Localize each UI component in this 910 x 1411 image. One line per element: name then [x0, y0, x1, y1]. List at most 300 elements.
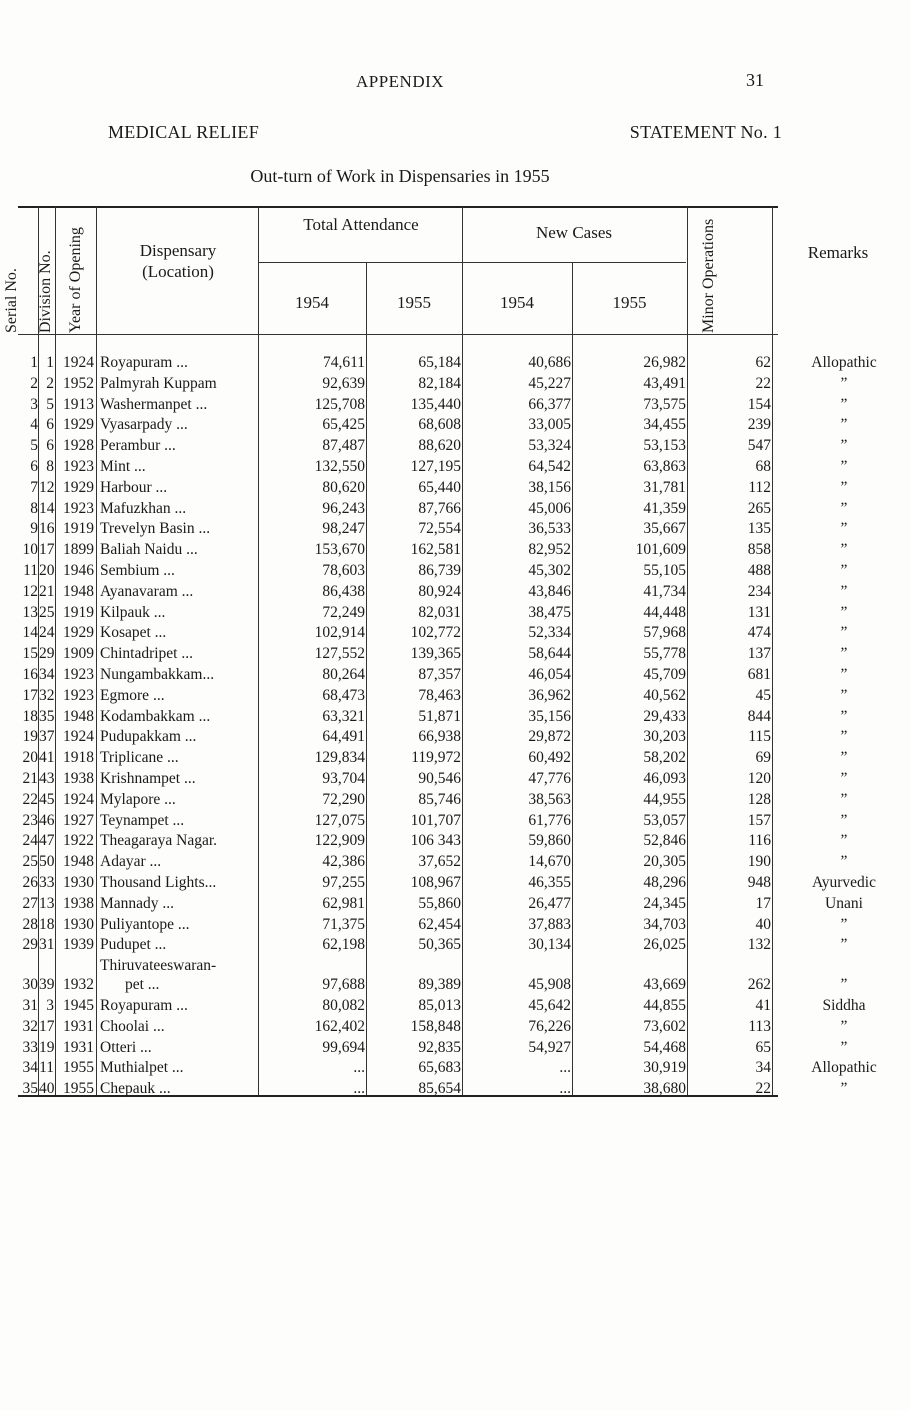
cell-division: 6 — [46, 437, 54, 455]
cell-n54: 30,134 — [528, 936, 571, 954]
cell-remarks: ” — [840, 976, 848, 994]
cell-minor: 115 — [748, 728, 771, 746]
cell-remarks: ” — [840, 437, 848, 455]
cell-t55: 102,772 — [410, 624, 461, 642]
cell-division: 1 — [46, 354, 54, 371]
cell-name: Teynampet ... — [100, 811, 185, 829]
cell-minor: 68 — [755, 458, 771, 475]
table-row — [0, 831, 848, 850]
cell-t55: 51,871 — [418, 707, 461, 725]
cell-name: Otteri ... — [100, 1038, 152, 1056]
cell-year: 1930 — [63, 874, 94, 891]
cell-t55: 87,766 — [418, 499, 461, 517]
cell-serial: 19 — [22, 728, 38, 746]
cell-n54: 37,883 — [528, 915, 571, 933]
cell-n55: 54,468 — [643, 1038, 686, 1056]
cell-t55: 85,654 — [418, 1080, 461, 1098]
cell-n55: 35,667 — [643, 520, 686, 538]
cell-name: Royapuram ... — [100, 354, 188, 371]
cell-name: Perambur ... — [100, 437, 176, 455]
cell-n54: 33,005 — [528, 416, 571, 434]
cell-t54: 68,473 — [322, 686, 365, 704]
cell-minor: 34 — [755, 1059, 771, 1077]
cell-n54: 38,156 — [528, 478, 571, 496]
cell-name: Vyasarpady ... — [100, 416, 188, 434]
cell-division: 12 — [39, 478, 55, 496]
cell-n54: 45,642 — [528, 997, 571, 1014]
cell-n54: 26,477 — [528, 894, 571, 912]
cell-n54: 45,908 — [528, 976, 571, 994]
cell-n55: 53,057 — [643, 811, 686, 829]
cell-t55: 89,389 — [418, 976, 461, 994]
cell-year: 1955 — [63, 1059, 94, 1077]
cell-remarks: Siddha — [822, 997, 866, 1014]
cell-remarks: ” — [840, 1038, 848, 1056]
cell-minor: 157 — [747, 811, 771, 829]
table-row — [0, 395, 848, 414]
cell-t54: 72,249 — [322, 603, 365, 621]
cell-year: 1931 — [63, 1017, 94, 1035]
col-total-1954-header: 1954 — [295, 293, 329, 312]
cell-n55: 29,433 — [643, 707, 686, 725]
cell-division: 39 — [39, 976, 55, 994]
cell-year: 1955 — [63, 1080, 94, 1098]
table-row — [0, 852, 848, 871]
cell-n54: 40,686 — [528, 354, 571, 371]
cell-remarks: ” — [840, 853, 848, 871]
table-row — [0, 769, 848, 788]
cell-t54: 65,425 — [322, 416, 365, 434]
cell-t54: 127,552 — [314, 645, 365, 663]
cell-division: 17 — [39, 1017, 55, 1035]
table-row — [0, 748, 848, 767]
cell-year: 1948 — [63, 707, 94, 725]
cell-division: 43 — [39, 770, 55, 787]
cell-remarks: ” — [840, 645, 848, 663]
cell-name-continued: pet ... — [125, 976, 160, 994]
table-row — [0, 811, 848, 830]
cell-n54: 45,227 — [528, 374, 571, 392]
appendix-heading: APPENDIX — [355, 72, 445, 91]
cell-serial: 13 — [22, 603, 38, 621]
cell-serial: 30 — [22, 976, 38, 994]
cell-t55: 50,365 — [418, 936, 461, 954]
cell-n55: 31,781 — [643, 478, 686, 496]
cell-n55: 73,602 — [643, 1017, 686, 1035]
cell-t55: 65,683 — [418, 1059, 461, 1077]
cell-n55: 44,855 — [643, 997, 686, 1014]
cell-t54: 80,620 — [322, 478, 365, 496]
cell-n54: ... — [559, 1080, 571, 1098]
col-new-1955-header: 1955 — [612, 293, 647, 312]
cell-t54: 80,082 — [322, 997, 365, 1014]
cell-remarks: ” — [840, 624, 848, 642]
table-row — [0, 519, 848, 538]
cell-division: 32 — [39, 686, 55, 704]
cell-t55: 66,938 — [418, 728, 461, 746]
cell-t55: 127,195 — [410, 458, 461, 475]
cell-serial: 11 — [23, 562, 38, 579]
cell-t54: 62,981 — [322, 894, 365, 912]
col-division-header: Division No. — [37, 250, 54, 333]
cell-serial: 29 — [22, 936, 38, 954]
col-serial-header: Serial No. — [3, 268, 20, 333]
cell-division: 45 — [39, 790, 55, 808]
cell-serial: 10 — [22, 541, 38, 559]
cell-year: 1927 — [63, 811, 94, 829]
cell-t54: 78,603 — [322, 562, 365, 579]
cell-t54: 71,375 — [322, 915, 365, 933]
col-minor-operations-header: Minor Operations — [700, 218, 717, 333]
table-row — [0, 623, 848, 642]
cell-n54: ... — [559, 1059, 571, 1077]
cell-division: 41 — [39, 749, 55, 767]
cell-serial: 28 — [22, 915, 38, 933]
cell-serial: 18 — [22, 707, 38, 725]
cell-name: Choolai ... — [100, 1017, 165, 1035]
col-remarks-header: Remarks — [807, 243, 869, 262]
cell-minor: 681 — [747, 666, 771, 683]
cell-t54: 153,670 — [314, 541, 365, 559]
cell-division: 8 — [46, 458, 54, 475]
cell-n54: 29,872 — [528, 728, 571, 746]
cell-remarks: ” — [840, 915, 848, 933]
cell-division: 35 — [39, 707, 55, 725]
cell-n54: 59,860 — [528, 832, 571, 850]
cell-n55: 55,778 — [643, 645, 686, 663]
cell-minor: 69 — [755, 749, 771, 767]
cell-remarks: ” — [840, 374, 848, 392]
cell-year: 1929 — [63, 624, 94, 642]
cell-division: 34 — [39, 666, 55, 683]
cell-name: Pudupet ... — [100, 936, 167, 954]
cell-name: Trevelyn Basin ... — [100, 520, 211, 538]
table-row — [0, 644, 848, 663]
col-new-cases-header: New Cases — [535, 223, 612, 242]
cell-t55: 139,365 — [410, 645, 461, 663]
cell-minor: 265 — [747, 499, 771, 517]
subheader-rule — [258, 262, 686, 263]
table-row — [0, 603, 848, 622]
cell-t55: 119,972 — [411, 749, 461, 767]
cell-t55: 135,440 — [410, 395, 461, 413]
cell-t55: 68,608 — [418, 416, 461, 434]
cell-minor: 474 — [747, 624, 771, 642]
cell-division: 6 — [46, 416, 54, 434]
cell-year: 1922 — [63, 832, 94, 850]
cell-n54: 35,156 — [528, 707, 571, 725]
cell-n55: 46,093 — [643, 770, 686, 787]
cell-t55: 88,620 — [418, 437, 461, 455]
cell-t54: 62,198 — [322, 936, 365, 954]
cell-division: 37 — [39, 728, 55, 746]
cell-n54: 38,563 — [528, 790, 571, 808]
col-total-attendance-header: Total Attendance — [303, 215, 419, 234]
cell-n54: 52,334 — [528, 624, 571, 642]
table-row — [0, 915, 848, 934]
cell-n54: 46,054 — [528, 666, 571, 683]
table-row — [0, 956, 848, 994]
cell-n54: 45,006 — [528, 499, 571, 517]
cell-serial: 1 — [30, 354, 38, 371]
cell-remarks: ” — [840, 749, 848, 767]
cell-division: 46 — [39, 811, 55, 829]
cell-t55: 86,739 — [418, 562, 461, 579]
cell-division: 17 — [39, 541, 55, 559]
cell-n54: 76,226 — [528, 1017, 571, 1035]
cell-n54: 36,962 — [528, 686, 571, 704]
cell-year: 1923 — [63, 666, 94, 683]
cell-remarks: ” — [840, 582, 848, 600]
cell-t54: 92,639 — [322, 374, 365, 392]
table-row — [0, 499, 848, 518]
table-row — [0, 996, 866, 1015]
cell-n55: 43,669 — [643, 976, 686, 994]
cell-n54: 43,846 — [528, 582, 571, 600]
cell-remarks: ” — [840, 562, 848, 579]
cell-t55: 92,835 — [418, 1038, 461, 1056]
table-row — [0, 1017, 848, 1036]
cell-year: 1938 — [63, 894, 94, 912]
cell-n54: 47,776 — [528, 770, 571, 787]
cell-remarks: ” — [840, 811, 848, 829]
cell-remarks: ” — [840, 666, 848, 683]
cell-remarks: Allopathic — [811, 1059, 877, 1077]
cell-name: Triplicane ... — [100, 749, 179, 767]
table-row — [0, 935, 848, 954]
cell-n54: 46,355 — [528, 874, 571, 891]
cell-serial: 35 — [22, 1080, 38, 1098]
cell-year: 1913 — [63, 395, 94, 413]
cell-serial: 23 — [22, 811, 38, 829]
cell-division: 18 — [39, 915, 55, 933]
cell-division: 40 — [39, 1080, 55, 1098]
cell-minor: 65 — [755, 1038, 771, 1056]
table-row — [0, 686, 848, 705]
cell-n55: 38,680 — [643, 1080, 686, 1098]
cell-serial: 32 — [22, 1017, 38, 1035]
cell-minor: 239 — [747, 416, 771, 434]
table-row — [0, 707, 848, 726]
cell-t55: 85,013 — [418, 997, 461, 1014]
cell-remarks: ” — [840, 686, 848, 704]
cell-t54: 102,914 — [314, 624, 365, 642]
cell-name: Baliah Naidu ... — [100, 541, 198, 559]
cell-serial: 12 — [22, 582, 38, 600]
cell-division: 13 — [39, 894, 55, 912]
cell-t54: 122,909 — [314, 832, 365, 850]
cell-minor: 62 — [755, 354, 771, 371]
cell-minor: 948 — [747, 874, 771, 891]
cell-year: 1923 — [63, 499, 94, 517]
cell-minor: 116 — [748, 832, 771, 850]
cell-remarks: ” — [840, 458, 848, 475]
cell-year: 1924 — [63, 728, 94, 746]
cell-division: 19 — [39, 1038, 55, 1056]
cell-serial: 33 — [22, 1038, 38, 1056]
cell-t54: ... — [353, 1059, 365, 1077]
cell-n55: 48,296 — [643, 874, 686, 891]
cell-t55: 78,463 — [418, 686, 461, 704]
table-row — [0, 457, 848, 476]
cell-t55: 82,184 — [418, 374, 461, 392]
cell-year: 1931 — [63, 1038, 94, 1056]
table-row — [0, 374, 848, 393]
cell-t55: 162,581 — [410, 541, 461, 559]
cell-division: 2 — [46, 374, 54, 392]
cell-remarks: ” — [840, 1080, 848, 1098]
cell-n55: 26,982 — [643, 354, 686, 371]
cell-name: Thousand Lights... — [100, 874, 217, 891]
table-row — [0, 582, 848, 601]
cell-minor: 137 — [747, 645, 771, 663]
cell-t55: 65,440 — [418, 478, 461, 496]
cell-t54: 129,834 — [314, 749, 365, 767]
col-year-header: Year of Opening — [67, 227, 84, 333]
cell-year: 1952 — [63, 374, 94, 392]
cell-minor: 154 — [747, 395, 771, 413]
cell-year: 1924 — [63, 354, 94, 371]
cell-minor: 131 — [747, 603, 771, 621]
table-row — [0, 415, 848, 434]
cell-n55: 63,863 — [643, 458, 686, 475]
table-row — [0, 727, 848, 746]
cell-year: 1930 — [63, 915, 94, 933]
cell-minor: 547 — [747, 437, 771, 455]
cell-t54: 162,402 — [314, 1017, 365, 1035]
table-row — [0, 436, 848, 455]
cell-n54: 38,475 — [528, 603, 571, 621]
cell-minor: 488 — [747, 562, 771, 579]
cell-t55: 82,031 — [418, 603, 461, 621]
cell-remarks: ” — [840, 603, 848, 621]
cell-t55: 87,357 — [418, 666, 461, 683]
cell-year: 1923 — [63, 458, 94, 475]
cell-serial: 34 — [22, 1059, 38, 1077]
cell-year: 1939 — [63, 936, 94, 954]
cell-t55: 72,554 — [418, 520, 461, 538]
cell-name: Mafuzkhan ... — [100, 499, 187, 517]
cell-n55: 44,955 — [643, 790, 686, 808]
cell-t54: 64,491 — [322, 728, 365, 746]
cell-t55: 55,860 — [418, 894, 461, 912]
cell-minor: 41 — [755, 997, 771, 1014]
cell-n54: 45,302 — [528, 562, 571, 579]
cell-n55: 34,703 — [643, 915, 686, 933]
cell-serial: 16 — [22, 666, 38, 683]
section-heading: MEDICAL RELIEF — [108, 122, 260, 142]
cell-name: Chintadripet ... — [100, 645, 193, 663]
cell-minor: 190 — [747, 853, 771, 871]
cell-minor: 844 — [747, 707, 771, 725]
cell-n55: 41,359 — [643, 499, 686, 517]
cell-n55: 58,202 — [643, 749, 686, 767]
table-row — [0, 353, 877, 372]
cell-remarks: Ayurvedic — [812, 874, 876, 891]
cell-year: 1919 — [63, 603, 94, 621]
cell-serial: 8 — [30, 499, 38, 517]
cell-division: 33 — [39, 874, 55, 891]
cell-n55: 44,448 — [643, 603, 686, 621]
cell-serial: 17 — [22, 686, 38, 704]
cell-n55: 41,734 — [643, 582, 686, 600]
cell-minor: 120 — [747, 770, 771, 787]
table-row — [0, 1038, 848, 1057]
cell-year: 1948 — [63, 853, 94, 871]
cell-year: 1932 — [63, 976, 94, 994]
cell-t55: 62,454 — [418, 915, 461, 933]
cell-n54: 64,542 — [528, 458, 571, 475]
cell-year: 1918 — [63, 749, 94, 767]
cell-name: Pudupakkam ... — [100, 728, 197, 746]
table-row — [0, 873, 876, 892]
cell-remarks: ” — [840, 707, 848, 725]
cell-minor: 132 — [747, 936, 771, 954]
cell-name: Puliyantope ... — [100, 915, 190, 933]
cell-n54: 58,644 — [528, 645, 571, 663]
cell-minor: 112 — [748, 478, 771, 496]
cell-name: Kosapet ... — [100, 624, 167, 642]
cell-name: Mint ... — [100, 458, 146, 475]
col-dispensary-header: Dispensary (Location) — [139, 241, 217, 281]
cell-serial: 4 — [30, 416, 38, 434]
cell-name: Thiruvateeswaran- — [100, 957, 217, 975]
page-number: 31 — [746, 70, 764, 90]
cell-division: 5 — [46, 395, 54, 413]
cell-year: 1899 — [63, 541, 94, 559]
cell-t54: 63,321 — [322, 707, 365, 725]
cell-t55: 90,546 — [418, 770, 461, 787]
cell-serial: 22 — [22, 790, 38, 808]
cell-name: Kodambakkam ... — [100, 707, 211, 725]
cell-division: 20 — [39, 562, 55, 579]
cell-year: 1919 — [63, 520, 94, 538]
cell-t54: 80,264 — [322, 666, 365, 683]
cell-name: Ayanavaram ... — [100, 582, 194, 600]
cell-t54: 97,255 — [322, 874, 365, 891]
cell-n54: 66,377 — [528, 395, 571, 413]
cell-n55: 101,609 — [635, 541, 686, 559]
cell-minor: 135 — [747, 520, 771, 538]
cell-n55: 53,153 — [643, 437, 686, 455]
cell-t54: 127,075 — [314, 811, 365, 829]
cell-name: Krishnampet ... — [100, 770, 196, 787]
cell-minor: 113 — [748, 1017, 771, 1035]
cell-t54: ... — [353, 1080, 365, 1098]
cell-serial: 26 — [22, 874, 38, 891]
col-new-1954-header: 1954 — [500, 293, 534, 312]
cell-year: 1923 — [63, 686, 94, 704]
cell-division: 50 — [39, 853, 55, 871]
cell-t54: 96,243 — [322, 499, 365, 517]
cell-n54: 82,952 — [528, 541, 571, 559]
cell-year: 1938 — [63, 770, 94, 787]
cell-t54: 98,247 — [322, 520, 365, 538]
cell-n54: 36,533 — [528, 520, 571, 538]
cell-minor: 128 — [747, 790, 771, 808]
cell-division: 47 — [39, 832, 55, 850]
cell-n55: 52,846 — [643, 832, 686, 850]
table-row — [0, 561, 848, 580]
cell-remarks: Allopathic — [811, 354, 877, 371]
cell-name: Egmore ... — [100, 686, 165, 704]
cell-t55: 106 343 — [410, 832, 461, 850]
cell-remarks: ” — [840, 478, 848, 496]
cell-t54: 74,611 — [322, 354, 365, 371]
cell-t55: 80,924 — [418, 582, 461, 600]
cell-t55: 85,746 — [418, 790, 461, 808]
cell-n55: 57,968 — [643, 624, 686, 642]
